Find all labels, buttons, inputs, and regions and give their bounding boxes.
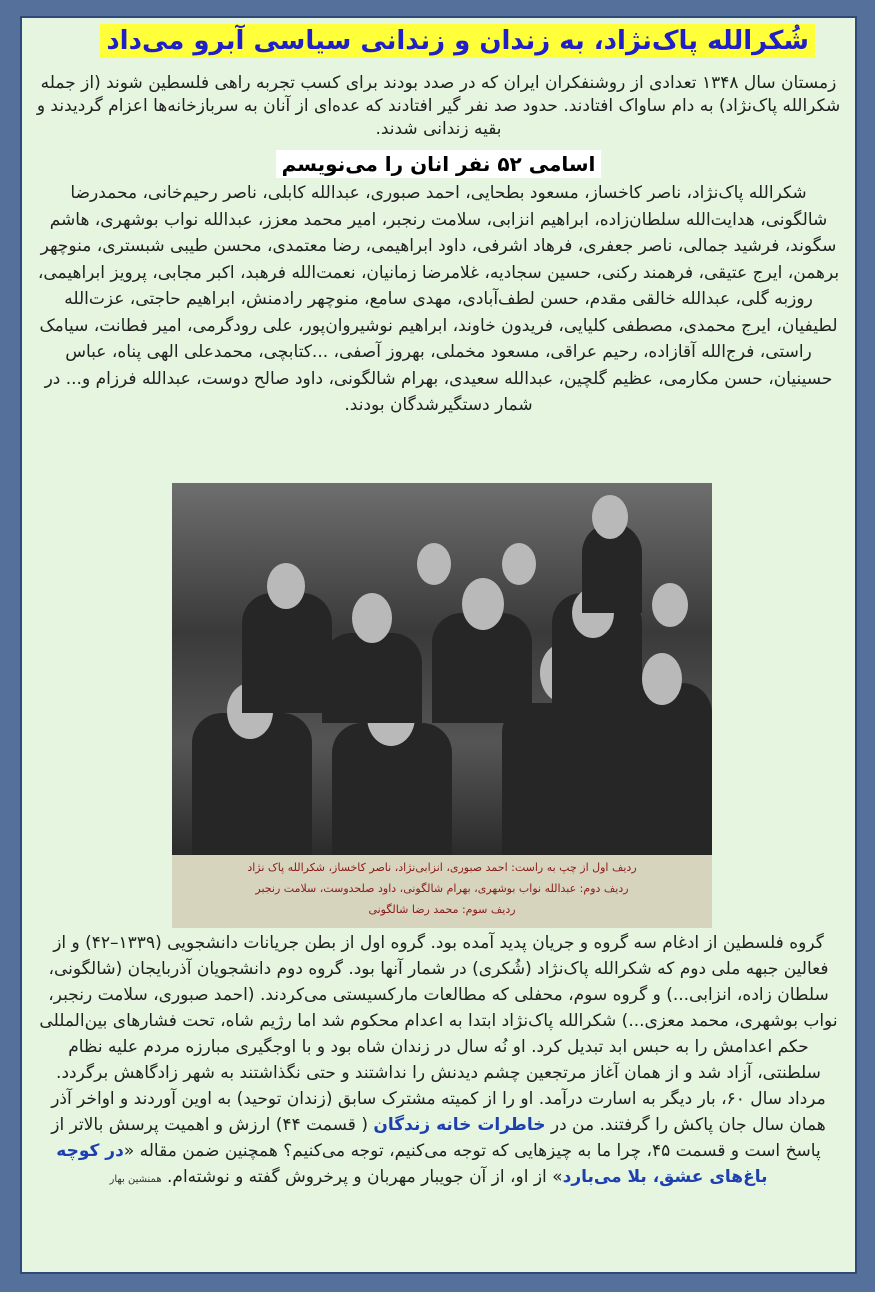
author-signature: همنشین بهار (109, 1174, 162, 1185)
body-paragraph (36, 930, 841, 1193)
group-photo-image (172, 483, 712, 855)
link-dar-koocheh-bagh[interactable]: در کوچه باغ‌های عشق، بلا می‌بارد (56, 1141, 768, 1187)
article-panel (20, 16, 857, 1274)
photo-caption (172, 857, 712, 920)
intro-paragraph: زمستان سال ۱۳۴۸ تعدادی از روشنفکران ایران که در صدد بودند برای کسب تجربه راهی فلسطین شوند (از جمله شکرالله پاک‌نژاد) به دام ساواک افتادند. حدود صد نفر گیر افتادند که عده‌ای از آنان به سربازخانه‌ها اعزام گردیدند و بقیه زندانی شدند. (36, 73, 841, 139)
caption-line-1: ردیف اول از چپ به راست: احمد صبوری، انزابی‌نژاد، ناصر کاخساز، شکرالله پاک نژاد (247, 861, 637, 874)
body-text-part-2: ( قسمت ۴۴) ارزش و اهمیت پرسش بالاتر از پاسخ است و قسمت ۴۵، چرا ما به چیزهایی که توجه می‌کنیم، توجه می‌کنیم؟ همچنین ضمن مقاله « (51, 1115, 821, 1161)
names-paragraph: شکرالله پاک‌نژاد، ناصر کاخساز، مسعود بطحایی، احمد صبوری، عبدالله کابلی، ناصر رحیم‌خانی، محمدرضا شالگونی، هدایت‌الله سلطان‌زاده، ابراهیم انزابی، سلامت رنجبر، امیر محمد معزز، عبدالله نواب بوشهری، هاشم سگوند، فرشید جمالی، ناصر جعفری، فرهاد اشرفی، داود ابراهیمی، رضا معتمدی، محسن طیبی شبستری، منوچهر برهمن، ایرج عتیقی، فرهمند رکنی، حسین سجادیه، غلامرضا زمانیان، نعمت‌الله فرهبد، اکبر مجابی، پرویز ابراهیمی، روزبه گلی، عبدالله خالقی مقدم، حسن لطف‌آبادی، مهدی سامع، منوچهر رادمنش، ابراهیم حاجتی، عزت‌الله لطیفیان، ایرج محمدی، مصطفی کلیایی، فریدون خاوند، ابراهیم نوشیروان‌پور، علی رودگرمی، امیر فطانت، سیامک راستی، فرج‌الله آقازاده، رحیم عراقی، مسعود مخملی، بهروز آصفی، ...کتابچی، محمدعلی الهی پناه، عباس حسینیان، حسن مکارمی، عظیم گلچین، عبدالله سعیدی، بهرام شالگونی، داود صالح دوست، عبدالله فرزام و... در شمار دستگیرشدگان بودند. (37, 183, 840, 415)
link-khaterat-khane-zendegan[interactable]: خاطرات خانه زندگان (373, 1115, 546, 1135)
article-title: شُکرالله پاک‌نژاد، به زندان و زندانی سیاسی آبرو می‌داد (100, 24, 815, 58)
group-photo (172, 483, 712, 928)
names-subheading: اسامی ۵۲ نفر انان را می‌نویسم (276, 150, 602, 178)
body-text-part-3: » از او، از آن جویبار مهربان و پرخروش گفته و نوشته‌ام. (167, 1167, 563, 1187)
body-text-part-1: گروه فلسطین از ادغام سه گروه و جریان پدید آمده بود. گروه اول از بطن جریانات دانشجویی (۱۳۳۹–۴۲) و از فعالین جبهه ملی دوم که شکرالله پاک‌نژاد (شُکری) در شمار آنها بود. گروه دوم دانشجویان آذربایجان (شالگونی، سلطان زاده، انزابی...) و گروه سوم، محفلی که مطالعات مارکسیستی می‌کردند. (احمد صبوری، سلامت رنجبر، نواب بوشهری، محمد معزی...) شکرالله پاک‌نژاد ابتدا به اعدام محکوم شد اما رژیم شاه، تحت فشارهای بین‌المللی حکم اعدامش را به حبس ابد تبدیل کرد. او نُه سال در زندان شاه بود و با اوجگیری مبارزه مردم علیه نظام سلطنتی، آزاد شد و از همان آغاز مرتجعین چشم دیدنش را نداشتند و حتی نگذاشتند به شهر زادگاهش برگردد. مرداد سال ۶۰، بار دیگر به اسارت درآمد. او را از کمیته مشترک سابق (زندان توحید) به اوین آوردند و اواخر آذر همان سال جان پاکش را گرفتند. من در (39, 933, 838, 1135)
caption-line-2: ردیف دوم: عبدالله نواب بوشهری، بهرام شالگونی، داود صلحدوست، سلامت رنجبر (255, 882, 629, 895)
caption-line-3: ردیف سوم: محمد رضا شالگونی (368, 903, 516, 916)
